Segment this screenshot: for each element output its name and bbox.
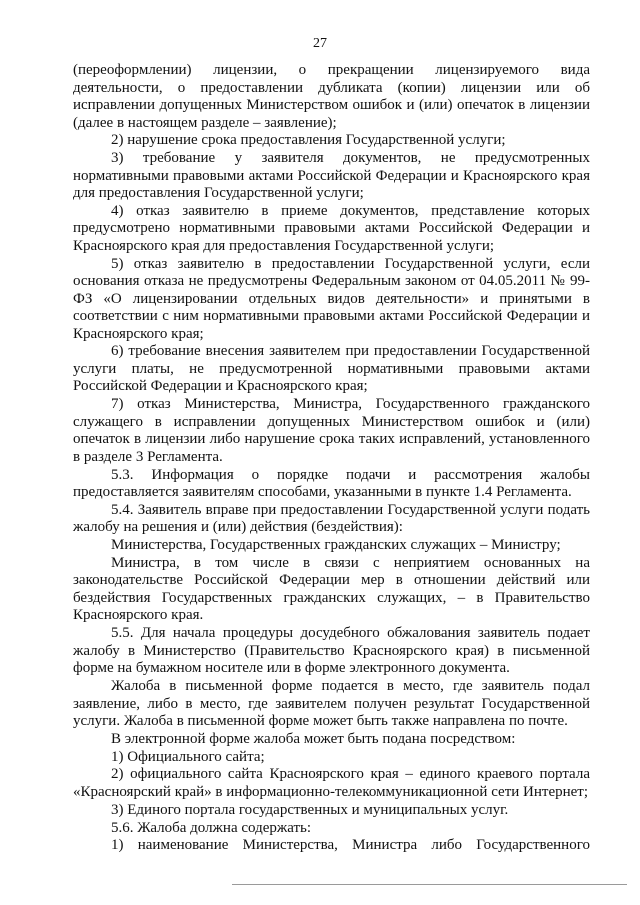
paragraph-electronic-complaint: В электронной форме жалоба может быть подана посредством:	[111, 730, 516, 747]
paragraph-item-4: 4) отказ заявителю в приеме документов, представление которых предусмотрено нормативными правовыми актами Российской Федерации и Красноярского края для предоставления Государственной услуги;	[73, 202, 590, 254]
paragraph-ministry-complaint: Министерства, Государственных гражданских служащих – Министру;	[111, 537, 561, 554]
paragraph-item-3: 3) требование у заявителя документов, не предусмотренных нормативными правовыми актами Российской Федерации и Красноярского края для предоставления Государственной услуги;	[73, 150, 590, 202]
paragraph-5-5: 5.5. Для начала процедуры досудебного обжалования заявитель подает жалобу в Министерство (Правительство Красноярского края) в письменной форме на бумажном носителе или в форме электронного документа.	[73, 625, 590, 677]
paragraph-continuation: (переоформлении) лицензии, о прекращении лицензируемого вида деятельности, о предоставлении дубликата (копии) лицензии или об исправлении допущенных Министерством ошибок и (или) опечаток в лицензии (далее в настоящем разделе – заявление);	[73, 62, 590, 131]
paragraph-channel-1: 1) Официального сайта;	[111, 748, 265, 765]
page-number: 27	[313, 36, 327, 51]
paragraph-written-complaint: Жалоба в письменной форме подается в место, где заявитель подал заявление, либо в место, где заявителем получен результат Государственной услуги. Жалоба в письменной форме может быть также направлена по почте.	[73, 678, 590, 730]
paragraph-channel-3: 3) Единого портала государственных и муниципальных услуг.	[111, 801, 509, 818]
paragraph-item-5: 5) отказ заявителю в предоставлении Государственной услуги, если основания отказа не предусмотрены Федеральным законом от 04.05.2011 № 99-ФЗ «О лицензировании отдельных видов деятельности» и принятыми в соответствии с ним нормативными правовыми актами Российской Федерации и Красноярского края;	[73, 255, 590, 342]
paragraph-5-6: 5.6. Жалоба должна содержать:	[111, 819, 312, 836]
paragraph-minister-complaint: Министра, в том числе в связи с неприятием основанных на законодательстве Российской Федерации мер в отношении действий или бездействия Государственных гражданских служащих, – в Правительство Красноярского края.	[73, 554, 590, 624]
paragraph-5-4: 5.4. Заявитель вправе при предоставлении Государственной услуги подать жалобу на решения и (или) действия (бездействия):	[73, 501, 590, 536]
paragraph-item-6: 6) требование внесения заявителем при предоставлении Государственной услуги платы, не предусмотренной нормативными правовыми актами Российской Федерации и Красноярского края;	[73, 343, 590, 395]
paragraph-5-3: 5.3. Информация о порядке подачи и рассмотрения жалобы предоставляется заявителям способами, указанными в пункте 1.4 Регламента.	[73, 466, 590, 501]
paragraph-item-7: 7) отказ Министерства, Министра, Государственного гражданского служащего в исправлении допущенных Министерством ошибок и (или) опечаток в лицензии либо нарушение срока таких исправлений, установленного в разделе 3 Регламента.	[73, 396, 590, 465]
paragraph-channel-2: 2) официального сайта Красноярского края – единого краевого портала «Красноярский край» в информационно-телекоммуникационной сети Интернет;	[73, 766, 590, 800]
bottom-divider	[232, 884, 627, 885]
document-body	[73, 62, 590, 855]
paragraph-item-2: 2) нарушение срока предоставления Государственной услуги;	[111, 132, 506, 149]
paragraph-content-item-1: 1) наименование Министерства, Министра либо Государственного	[111, 837, 590, 854]
